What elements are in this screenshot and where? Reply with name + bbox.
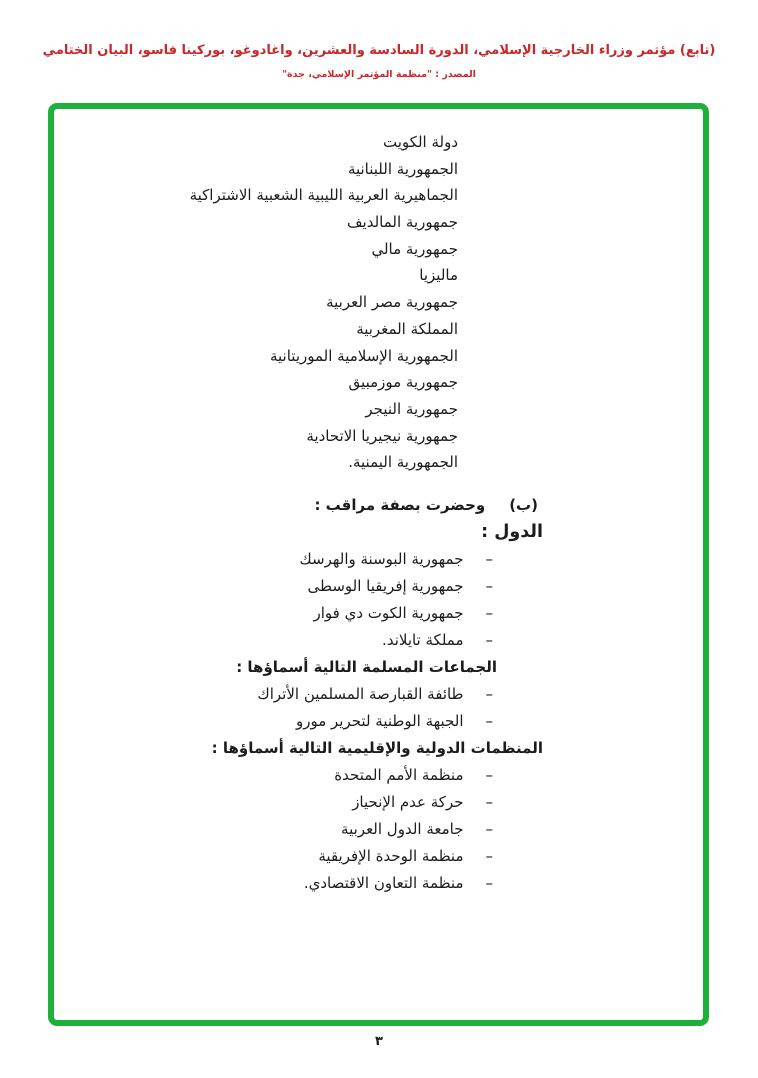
list-item-text: منظمة الوحدة الإفريقية bbox=[318, 847, 464, 865]
group-heading: الدول : bbox=[481, 522, 543, 542]
list-item-text: جامعة الدول العربية bbox=[341, 820, 464, 838]
list-item bbox=[123, 816, 543, 843]
header-title: (تابع) مؤتمر وزراء الخارجية الإسلامي، الدورة السادسة والعشرين، واغادوغو، بوركينا فاسو، البيان الختامي bbox=[42, 43, 716, 58]
list-item-text: مملكة تايلاند. bbox=[382, 631, 464, 649]
member-state-item: المملكة المغربية bbox=[356, 319, 458, 338]
list-item bbox=[123, 762, 543, 789]
list-item-text: منظمة الأمم المتحدة bbox=[334, 766, 464, 784]
dash-bullet: – bbox=[485, 685, 493, 703]
list-item bbox=[123, 870, 543, 897]
member-state-item: جمهورية مصر العربية bbox=[326, 293, 458, 312]
list-item-text: طائفة القبارصة المسلمين الأتراك bbox=[257, 685, 464, 703]
list-item bbox=[123, 546, 543, 573]
member-state-item: جمهورية نيجيريا الاتحادية bbox=[306, 426, 458, 445]
list-item bbox=[123, 789, 543, 816]
list-item-text: الجبهة الوطنية لتحرير مورو bbox=[295, 712, 464, 730]
member-state-item: جمهورية موزمبيق bbox=[348, 373, 458, 392]
observer-heading-text: وحضرت بصفة مراقب : bbox=[314, 496, 486, 514]
dash-bullet: – bbox=[485, 793, 493, 811]
observer-heading bbox=[123, 492, 543, 519]
dash-bullet: – bbox=[485, 577, 493, 595]
list-item bbox=[123, 573, 543, 600]
page-number: ٣ bbox=[375, 1034, 383, 1049]
list-item-text: جمهورية البوسنة والهرسك bbox=[299, 550, 464, 568]
dash-bullet: – bbox=[485, 550, 493, 568]
dash-bullet: – bbox=[485, 766, 493, 784]
document-header bbox=[0, 42, 758, 81]
member-states-list bbox=[190, 129, 458, 476]
section-marker: (ب) bbox=[509, 496, 538, 514]
dash-bullet: – bbox=[485, 604, 493, 622]
member-state-item: ماليزيا bbox=[419, 266, 458, 285]
dash-bullet: – bbox=[485, 820, 493, 838]
group-heading: الجماعات المسلمة التالية أسماؤها : bbox=[236, 658, 497, 676]
dash-bullet: – bbox=[485, 874, 493, 892]
content-border-frame bbox=[48, 103, 709, 1026]
list-item bbox=[123, 708, 543, 735]
header-source-line: المصدر : "منظمة المؤتمر الإسلامي، جدة" bbox=[282, 69, 476, 80]
list-item-text: جمهورية الكوت دي فوار bbox=[313, 604, 464, 622]
list-item bbox=[123, 627, 543, 654]
member-state-item: الجماهيرية العربية الليبية الشعبية الاشتراكية bbox=[189, 186, 458, 205]
list-item-text: جمهورية إفريقيا الوسطى bbox=[307, 577, 464, 595]
member-state-item: جمهورية المالديف bbox=[347, 213, 458, 232]
member-state-item: الجمهورية اليمنية. bbox=[348, 453, 458, 472]
list-item-text: حركة عدم الإنحياز bbox=[352, 793, 464, 811]
list-item-text: منظمة التعاون الاقتصادي. bbox=[303, 874, 464, 892]
list-item bbox=[123, 681, 543, 708]
observer-section bbox=[123, 492, 543, 897]
list-item bbox=[123, 843, 543, 870]
member-state-item: دولة الكويت bbox=[383, 133, 458, 151]
group-heading: المنظمات الدولية والإقليمية التالية أسماؤها : bbox=[211, 739, 543, 757]
dash-bullet: – bbox=[485, 712, 493, 730]
member-state-item: الجمهورية اللبنانية bbox=[347, 159, 458, 178]
member-state-item: جمهورية النيجر bbox=[365, 399, 458, 418]
list-item bbox=[123, 600, 543, 627]
member-state-item: جمهورية مالي bbox=[371, 239, 458, 258]
dash-bullet: – bbox=[485, 631, 493, 649]
member-state-item: الجمهورية الإسلامية الموريتانية bbox=[269, 346, 458, 365]
dash-bullet: – bbox=[485, 847, 493, 865]
